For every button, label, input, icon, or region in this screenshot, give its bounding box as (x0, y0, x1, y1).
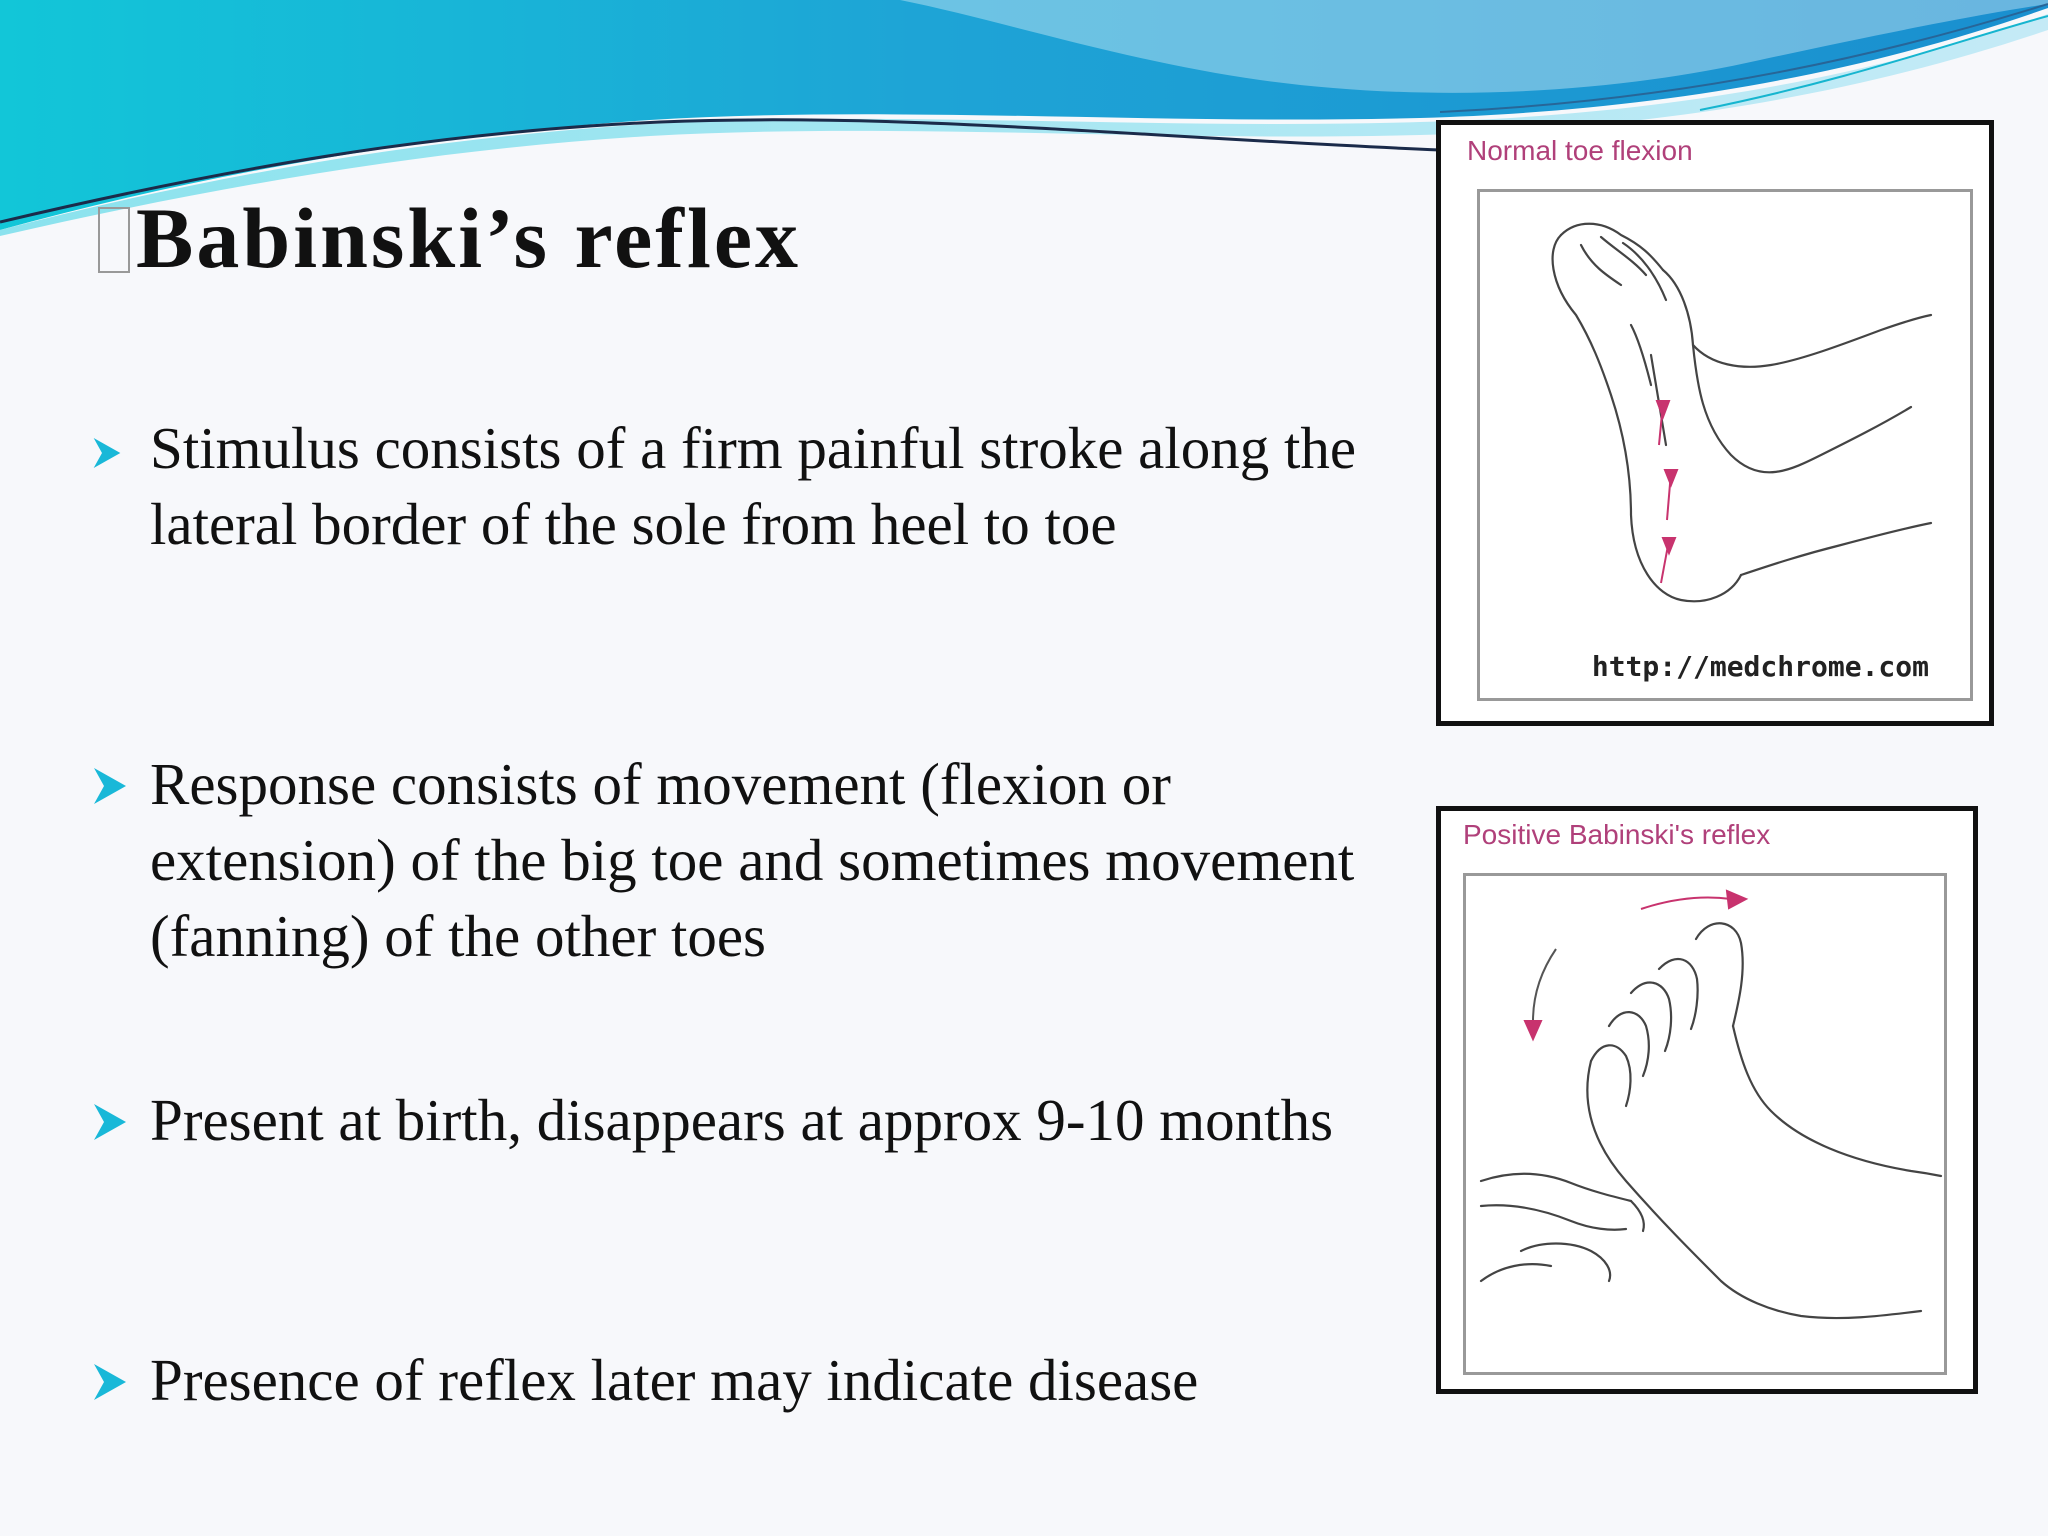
bullet-item (150, 746, 1370, 974)
bullet-text: Present at birth, disappears at approx 9-10 months (150, 1087, 1334, 1153)
image-credit: http://medchrome.com (1591, 650, 1929, 683)
arrow-bullet-icon (92, 1102, 128, 1142)
figure-positive-babinski (1436, 806, 1978, 1394)
bullet-item (150, 1342, 1370, 1418)
arrow-bullet-icon (92, 1362, 128, 1402)
bullet-text: Response consists of movement (flexion or extension) of the big toe and sometimes movement (fanning) of the other toes (150, 751, 1355, 969)
arrow-bullet-icon (92, 766, 128, 806)
figure-caption: Positive Babinski's reflex (1463, 819, 1771, 850)
arrow-bullet-icon (92, 436, 122, 470)
bullet-text: Stimulus consists of a firm painful stroke along the lateral border of the sole from heel to toe (150, 415, 1357, 557)
figure-normal-toe-flexion (1436, 120, 1994, 726)
slide-title-text: Babinski’s reflex (136, 190, 802, 286)
bullet-item (150, 1082, 1370, 1158)
bullet-item (150, 410, 1370, 562)
bullet-text: Presence of reflex later may indicate disease (150, 1347, 1199, 1413)
normal-foot-illustration (1441, 125, 1999, 731)
positive-babinski-foot-illustration (1441, 811, 1983, 1399)
figure-caption: Normal toe flexion (1467, 135, 1693, 166)
